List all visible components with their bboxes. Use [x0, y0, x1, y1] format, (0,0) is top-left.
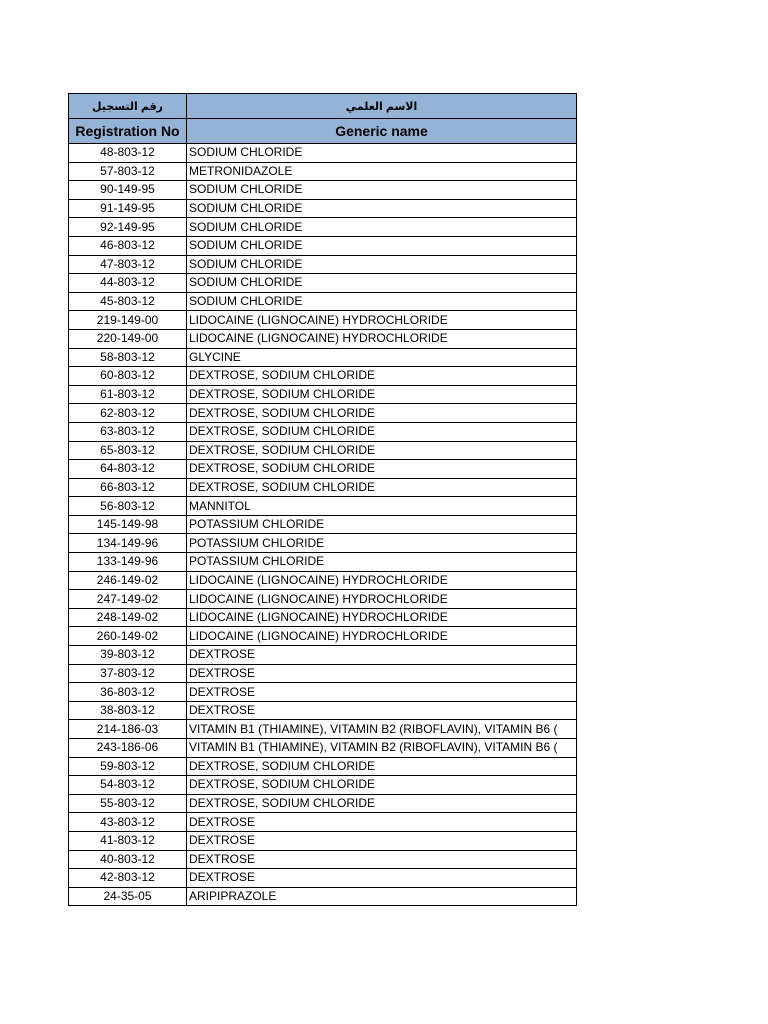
table-body — [69, 144, 577, 906]
table-row — [69, 590, 577, 609]
table-row — [69, 887, 577, 906]
generic-name-cell: GLYCINE — [187, 348, 577, 367]
registration-number-cell: 61-803-12 — [69, 385, 187, 404]
table-row — [69, 757, 577, 776]
table-row — [69, 869, 577, 888]
registration-number-cell: 247-149-02 — [69, 590, 187, 609]
header-generic-name-arabic: الاسم العلمي — [187, 94, 577, 119]
registration-number-cell: 36-803-12 — [69, 683, 187, 702]
table-row — [69, 627, 577, 646]
registration-number-cell: 62-803-12 — [69, 404, 187, 423]
generic-name-cell: DEXTROSE — [187, 646, 577, 665]
registration-number-cell: 248-149-02 — [69, 608, 187, 627]
registration-number-cell: 64-803-12 — [69, 460, 187, 479]
generic-name-cell: DEXTROSE, SODIUM CHLORIDE — [187, 460, 577, 479]
table-row — [69, 776, 577, 795]
header-row-arabic — [69, 94, 577, 119]
table-row — [69, 162, 577, 181]
registration-number-cell: 243-186-06 — [69, 739, 187, 758]
table-row — [69, 739, 577, 758]
generic-name-cell: LIDOCAINE (LIGNOCAINE) HYDROCHLORIDE — [187, 590, 577, 609]
registration-number-cell: 45-803-12 — [69, 292, 187, 311]
table-row — [69, 236, 577, 255]
generic-name-cell: DEXTROSE — [187, 683, 577, 702]
generic-name-cell: SODIUM CHLORIDE — [187, 236, 577, 255]
registration-number-cell: 41-803-12 — [69, 831, 187, 850]
generic-name-cell: LIDOCAINE (LIGNOCAINE) HYDROCHLORIDE — [187, 571, 577, 590]
header-generic-name: Generic name — [187, 119, 577, 144]
generic-name-cell: VITAMIN B1 (THIAMINE), VITAMIN B2 (RIBOFLAVIN), VITAMIN B6 ( — [187, 720, 577, 739]
generic-name-cell: SODIUM CHLORIDE — [187, 292, 577, 311]
generic-name-cell: DEXTROSE — [187, 813, 577, 832]
registration-number-cell: 246-149-02 — [69, 571, 187, 590]
table-row — [69, 218, 577, 237]
registration-number-cell: 91-149-95 — [69, 199, 187, 218]
table-row — [69, 571, 577, 590]
generic-name-cell: DEXTROSE, SODIUM CHLORIDE — [187, 794, 577, 813]
registration-number-cell: 92-149-95 — [69, 218, 187, 237]
table-row — [69, 404, 577, 423]
generic-name-cell: DEXTROSE — [187, 831, 577, 850]
registration-number-cell: 54-803-12 — [69, 776, 187, 795]
table-row — [69, 144, 577, 163]
registration-number-cell: 214-186-03 — [69, 720, 187, 739]
table-row — [69, 274, 577, 293]
generic-name-cell: DEXTROSE — [187, 869, 577, 888]
table-row — [69, 646, 577, 665]
generic-name-cell: SODIUM CHLORIDE — [187, 181, 577, 200]
registration-number-cell: 145-149-98 — [69, 515, 187, 534]
registration-number-cell: 90-149-95 — [69, 181, 187, 200]
registration-number-cell: 56-803-12 — [69, 497, 187, 516]
table-row — [69, 497, 577, 516]
table-row — [69, 720, 577, 739]
registration-number-cell: 220-149-00 — [69, 329, 187, 348]
registration-number-cell: 55-803-12 — [69, 794, 187, 813]
generic-name-cell: LIDOCAINE (LIGNOCAINE) HYDROCHLORIDE — [187, 311, 577, 330]
registration-number-cell: 133-149-96 — [69, 553, 187, 572]
header-registration-no: Registration No — [69, 119, 187, 144]
registration-number-cell: 24-35-05 — [69, 887, 187, 906]
generic-name-cell: MANNITOL — [187, 497, 577, 516]
generic-name-cell: POTASSIUM CHLORIDE — [187, 553, 577, 572]
table-row — [69, 367, 577, 386]
registration-number-cell: 47-803-12 — [69, 255, 187, 274]
header-row-english — [69, 119, 577, 144]
registration-number-cell: 42-803-12 — [69, 869, 187, 888]
table-row — [69, 850, 577, 869]
generic-name-cell: DEXTROSE, SODIUM CHLORIDE — [187, 757, 577, 776]
registration-number-cell: 58-803-12 — [69, 348, 187, 367]
registration-number-cell: 59-803-12 — [69, 757, 187, 776]
registration-number-cell: 37-803-12 — [69, 664, 187, 683]
table-row — [69, 385, 577, 404]
registration-number-cell: 38-803-12 — [69, 701, 187, 720]
table-row — [69, 348, 577, 367]
registration-number-cell: 219-149-00 — [69, 311, 187, 330]
generic-name-cell: SODIUM CHLORIDE — [187, 199, 577, 218]
table-row — [69, 515, 577, 534]
registration-number-cell: 39-803-12 — [69, 646, 187, 665]
registration-number-cell: 134-149-96 — [69, 534, 187, 553]
table-row — [69, 683, 577, 702]
generic-name-cell: SODIUM CHLORIDE — [187, 218, 577, 237]
generic-name-cell: LIDOCAINE (LIGNOCAINE) HYDROCHLORIDE — [187, 608, 577, 627]
generic-name-cell: VITAMIN B1 (THIAMINE), VITAMIN B2 (RIBOFLAVIN), VITAMIN B6 ( — [187, 739, 577, 758]
generic-name-cell: METRONIDAZOLE — [187, 162, 577, 181]
header-registration-arabic: رقم التسجيل — [69, 94, 187, 119]
table-row — [69, 460, 577, 479]
table-row — [69, 199, 577, 218]
generic-name-cell: LIDOCAINE (LIGNOCAINE) HYDROCHLORIDE — [187, 627, 577, 646]
table-row — [69, 329, 577, 348]
registration-number-cell: 66-803-12 — [69, 478, 187, 497]
table-row — [69, 534, 577, 553]
registration-number-cell: 63-803-12 — [69, 422, 187, 441]
table-header — [69, 94, 577, 144]
registration-number-cell: 48-803-12 — [69, 144, 187, 163]
registration-table — [68, 93, 577, 906]
registration-number-cell: 57-803-12 — [69, 162, 187, 181]
table-row — [69, 794, 577, 813]
table-row — [69, 701, 577, 720]
generic-name-cell: DEXTROSE, SODIUM CHLORIDE — [187, 385, 577, 404]
table-row — [69, 181, 577, 200]
registration-number-cell: 65-803-12 — [69, 441, 187, 460]
registration-number-cell: 43-803-12 — [69, 813, 187, 832]
table-row — [69, 831, 577, 850]
registration-number-cell: 46-803-12 — [69, 236, 187, 255]
table-row — [69, 813, 577, 832]
generic-name-cell: DEXTROSE — [187, 850, 577, 869]
generic-name-cell: POTASSIUM CHLORIDE — [187, 515, 577, 534]
generic-name-cell: DEXTROSE, SODIUM CHLORIDE — [187, 422, 577, 441]
table-row — [69, 478, 577, 497]
table-row — [69, 664, 577, 683]
table-row — [69, 292, 577, 311]
generic-name-cell: DEXTROSE — [187, 664, 577, 683]
table-row — [69, 608, 577, 627]
generic-name-cell: LIDOCAINE (LIGNOCAINE) HYDROCHLORIDE — [187, 329, 577, 348]
table-row — [69, 422, 577, 441]
registration-number-cell: 60-803-12 — [69, 367, 187, 386]
generic-name-cell: DEXTROSE, SODIUM CHLORIDE — [187, 441, 577, 460]
generic-name-cell: POTASSIUM CHLORIDE — [187, 534, 577, 553]
table-row — [69, 441, 577, 460]
table-row — [69, 553, 577, 572]
generic-name-cell: SODIUM CHLORIDE — [187, 274, 577, 293]
generic-name-cell: SODIUM CHLORIDE — [187, 144, 577, 163]
generic-name-cell: DEXTROSE, SODIUM CHLORIDE — [187, 776, 577, 795]
table-row — [69, 255, 577, 274]
generic-name-cell: DEXTROSE — [187, 701, 577, 720]
generic-name-cell: DEXTROSE, SODIUM CHLORIDE — [187, 478, 577, 497]
registration-number-cell: 40-803-12 — [69, 850, 187, 869]
generic-name-cell: DEXTROSE, SODIUM CHLORIDE — [187, 404, 577, 423]
registration-number-cell: 260-149-02 — [69, 627, 187, 646]
generic-name-cell: SODIUM CHLORIDE — [187, 255, 577, 274]
registration-number-cell: 44-803-12 — [69, 274, 187, 293]
generic-name-cell: DEXTROSE, SODIUM CHLORIDE — [187, 367, 577, 386]
table-row — [69, 311, 577, 330]
generic-name-cell: ARIPIPRAZOLE — [187, 887, 577, 906]
